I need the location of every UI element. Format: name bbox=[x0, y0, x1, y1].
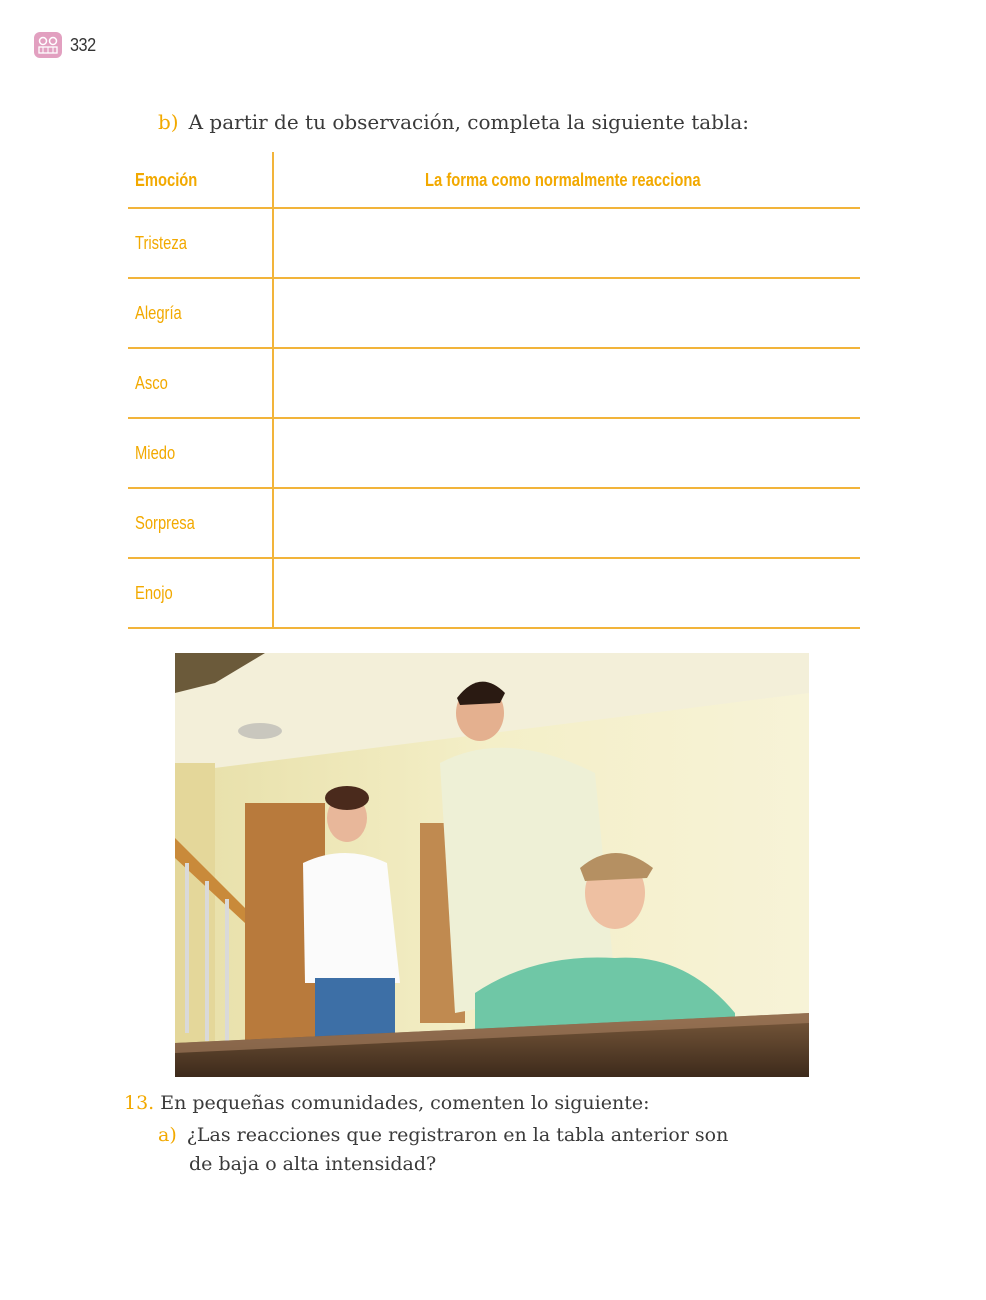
emotion-label: Asco bbox=[135, 373, 168, 393]
emotion-label: Alegría bbox=[135, 303, 182, 323]
page-header bbox=[34, 32, 99, 58]
emotions-table bbox=[128, 152, 860, 629]
question-a-marker: a) bbox=[158, 1124, 177, 1146]
row-divider bbox=[128, 207, 860, 209]
row-divider bbox=[128, 277, 860, 279]
question-a bbox=[158, 1121, 728, 1179]
row-divider bbox=[128, 487, 860, 489]
emotion-label: Miedo bbox=[135, 443, 176, 463]
instruction-text: A partir de tu observación, completa la siguiente tabla: bbox=[188, 110, 750, 134]
question-13 bbox=[124, 1092, 650, 1114]
question-number: 13. bbox=[124, 1092, 155, 1114]
row-divider bbox=[128, 417, 860, 419]
question-text: En pequeñas comunidades, comenten lo siguiente: bbox=[160, 1092, 650, 1114]
instruction-marker: b) bbox=[158, 110, 179, 134]
row-divider bbox=[128, 347, 860, 349]
instruction-b bbox=[158, 110, 749, 134]
question-a-line2: de baja o alta intensidad? bbox=[189, 1153, 437, 1175]
family-photo bbox=[175, 653, 809, 1077]
row-divider bbox=[128, 627, 860, 629]
emotion-label: Enojo bbox=[135, 583, 173, 603]
emotion-label: Tristeza bbox=[135, 233, 187, 253]
header-reaction: La forma como normalmente reacciona bbox=[425, 170, 701, 190]
row-divider bbox=[128, 557, 860, 559]
emotion-label: Sorpresa bbox=[135, 513, 195, 533]
book-logo-icon bbox=[34, 32, 62, 58]
question-a-line1: ¿Las reacciones que registraron en la tabla anterior son bbox=[186, 1124, 729, 1146]
header-emotion: Emoción bbox=[135, 170, 198, 190]
page-number: 332 bbox=[70, 34, 96, 55]
